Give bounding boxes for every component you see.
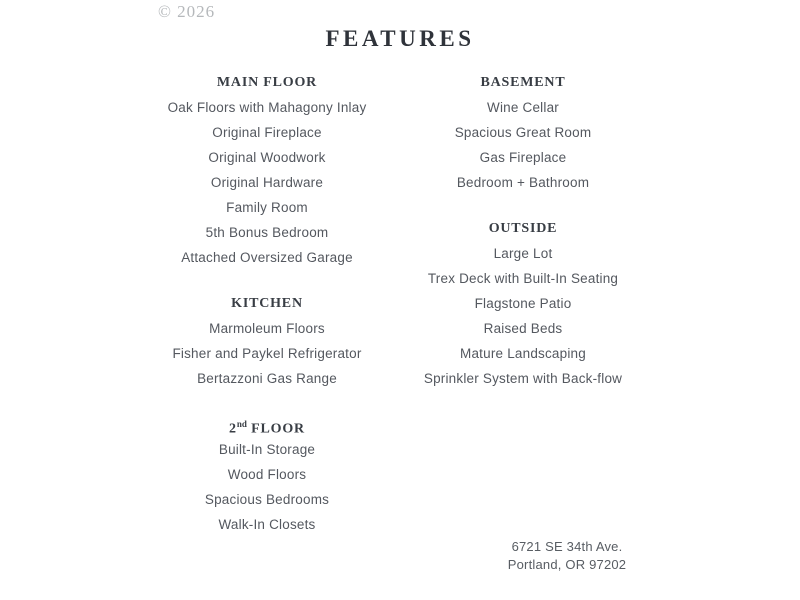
page-title: FEATURES — [325, 26, 475, 51]
copyright-text: © 2026 — [158, 2, 216, 21]
feature-item: Flagstone Patio — [474, 296, 572, 311]
section-heading — [117, 70, 417, 95]
section-heading — [373, 70, 673, 95]
feature-item: Original Woodwork — [208, 150, 326, 165]
feature-item: Marmoleum Floors — [209, 321, 325, 336]
feature-item: Trex Deck with Built-In Seating — [427, 271, 619, 286]
feature-item: Original Hardware — [210, 175, 324, 190]
feature-item: Oak Floors with Mahagony Inlay — [167, 100, 367, 115]
feature-section — [373, 70, 673, 195]
feature-item: Wood Floors — [227, 467, 307, 482]
heading-text: FLOOR — [246, 421, 305, 437]
feature-item: Bertazzoni Gas Range — [197, 371, 337, 386]
section-heading — [373, 216, 673, 241]
heading-text: KITCHEN — [231, 296, 303, 311]
feature-section — [117, 291, 417, 391]
address-line-2: Portland, OR 97202 — [507, 557, 627, 572]
feature-item: Spacious Great Room — [454, 125, 592, 140]
feature-item: Bedroom + Bathroom — [456, 175, 590, 190]
feature-item: Attached Oversized Garage — [181, 250, 353, 265]
feature-section — [373, 216, 673, 391]
feature-item: Wine Cellar — [487, 100, 559, 115]
address-line-1: 6721 SE 34th Ave. — [511, 539, 623, 554]
right-column — [373, 70, 673, 391]
feature-item: Original Fireplace — [212, 125, 322, 140]
address-block — [467, 538, 667, 574]
feature-section — [117, 70, 417, 270]
heading-superscript: nd — [236, 419, 247, 429]
feature-item: Large Lot — [493, 246, 553, 261]
feature-item: Raised Beds — [483, 321, 563, 336]
left-column — [117, 70, 417, 537]
heading-text: BASEMENT — [480, 75, 566, 90]
feature-section — [117, 412, 417, 537]
heading-text: OUTSIDE — [488, 221, 558, 236]
feature-item: Fisher and Paykel Refrigerator — [172, 346, 362, 361]
feature-item: Mature Landscaping — [460, 346, 586, 361]
section-heading — [117, 291, 417, 316]
feature-item: Gas Fireplace — [479, 150, 567, 165]
feature-item: Family Room — [226, 200, 308, 215]
feature-item: 5th Bonus Bedroom — [205, 225, 329, 240]
heading-text: 2 — [229, 421, 237, 437]
heading-text: MAIN FLOOR — [216, 75, 318, 90]
section-heading — [117, 412, 417, 437]
feature-item: Built-In Storage — [218, 442, 316, 457]
feature-item: Walk-In Closets — [218, 517, 316, 532]
feature-item: Spacious Bedrooms — [204, 492, 330, 507]
feature-item: Sprinkler System with Back-flow — [423, 371, 623, 386]
